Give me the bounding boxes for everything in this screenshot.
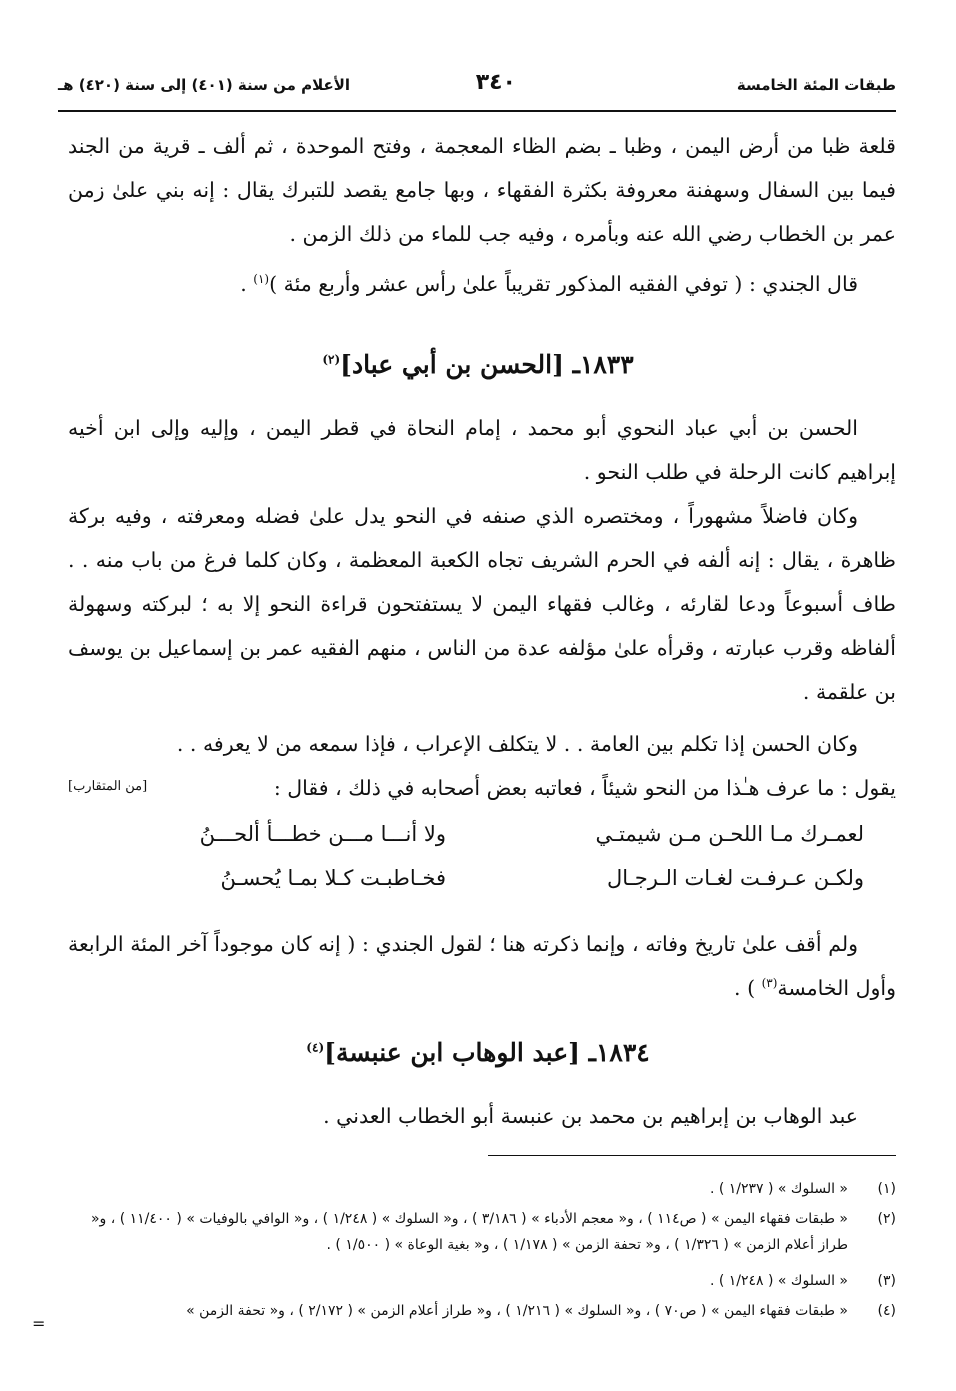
verse-2-first-hemistich: ولكـن عـرفـت لغـات الـرجـال	[607, 866, 864, 890]
verse-2-second-hemistich: فخـاطبـت كـلا بمـا يُحسـنُ	[220, 866, 446, 890]
footnote-number: (٣)	[877, 1273, 896, 1289]
entry-heading-1834	[0, 1038, 956, 1067]
intro-quote-paragraph	[68, 262, 896, 306]
entry1833-paragraph-4	[68, 922, 896, 1010]
footnote-number: (٢)	[877, 1211, 896, 1227]
entry1833-paragraph-3-line-2: يقول : ما عرف هـٰذا من النحو شيئاً ، فعاتبه بعض أصحابه في ذلك ، فقال :	[273, 776, 896, 800]
intro-quote-end: .	[240, 272, 254, 296]
entry1833-paragraph-3-line-1: وكان الحسن إذا تكلم بين العامة . . لا يتكلف الإعراب ، فإذا سمعه من لا يعرفه . .	[176, 732, 858, 756]
poetic-meter: [من المتقارب]	[68, 779, 148, 794]
footnote-text: « السلوك » ( ١/٢٣٧ ) .	[709, 1181, 848, 1197]
entry1833-p4-text: ولم أقف علىٰ تاريخ وفاته ، وإنما ذكرته هنا ؛ لقول الجندي : ( إنه كان موجوداً آخر المئة الرابعة وأول الخامسة	[68, 932, 896, 1000]
running-header	[58, 72, 896, 102]
entry1833-paragraph-1: الحسن بن أبي عباد النحوي أبو محمد ، إمام النحاة في قطر اليمن ، وإليه وإلى ابن أخيه إبراهيم كانت الرحلة في طلب النحو .	[68, 416, 896, 484]
intro-paragraph: قلعة ظبا من أرض اليمن ، وظبا ـ بضم الظاء المعجمة ، وفتح الموحدة ، ثم ألف ـ قرية من الجند فيما بين السفال وسهفنة معروفة بكثرة الفقهاء ، وبها جامع يقصد للتبرك يقال : إنه بني علىٰ زمن عمر بن الخطاب رضي الله عنه وبأمره ، وفيه جب للماء من ذلك الزمن .	[68, 134, 896, 246]
verse-1-second-hemistich: ولا أنـــا مـــن خطـــأ ألحـــنُ	[199, 822, 446, 846]
entry1833-paragraph-2: وكان فاضلاً مشهوراً ، ومختصره الذي صنفه في النحو يدل علىٰ فضله ومعرفته ، وفيه بركة ظاهرة ، يقال : إنه ألفه في الحرم الشريف تجاه الكعبة المعظمة ، وكان كلما فرغ من باب منه . . طاف أسبوعاً ودعا لقارئه ، وغالب فقهاء اليمن لا يستفتحون قراءة النحو إلا به ؛ لبركته وسهولة ألفاظه وقرب عبارته ، وقرأه علىٰ مؤلفه عدة من الناس ، منهم الفقيه عمر بن إسماعيل بن يوسف بن علقمة .	[68, 504, 896, 704]
footnote-ref-1: (١)	[253, 272, 270, 287]
footnote-rule	[488, 1155, 896, 1156]
footnote-1	[60, 1176, 896, 1202]
entry-heading-1833	[0, 350, 956, 379]
header-date-range: الأعلام من سنة (٤٠١) إلى سنة (٤٢٠) هـ	[58, 76, 351, 94]
footnote-2	[60, 1206, 896, 1258]
header-rule	[58, 110, 896, 112]
verse-1-first-hemistich: لعمـرك مـا اللحـن مـن شيمتـي	[595, 822, 864, 846]
footnote-ref-4: (٤)	[306, 1040, 325, 1055]
footnote-text: « طبقات فقهاء اليمن » ( ص٧٠ ) ، و« السلوك » ( ١/٢١٦ ) ، و« طراز أعلام الزمن » ( ٢/١٧٢ ) ، و« تحفة الزمن »	[186, 1303, 848, 1319]
footnote-number: (٤)	[877, 1303, 896, 1319]
header-book-section: طبقات المئة الخامسة	[736, 76, 896, 94]
footnote-number: (١)	[877, 1181, 896, 1197]
footnote-text: « السلوك » ( ١/٢٤٨ ) .	[709, 1273, 848, 1289]
footnote-3	[60, 1268, 896, 1294]
footnote-ref-2: (٢)	[322, 352, 341, 367]
entry1834-paragraph-1: عبد الوهاب بن إبراهيم بن محمد بن عنبسة أبو الخطاب العدني .	[323, 1104, 858, 1128]
continuation-mark: =	[32, 1314, 46, 1333]
entry1833-p4-end: ) .	[734, 976, 762, 1000]
footnote-text: « طبقات فقهاء اليمن » ( ص١١٤ ) ، و« معجم الأدباء » ( ٣/١٨٦ ) ، و« السلوك » ( ١/٢٤٨ ) ، و« الوافي بالوفيات » ( ١١/٤٠٠ ) ، و« طراز أعلام الزمن » ( ١/٣٢٦ ) ، و« تحفة الزمن » ( ١/١٧٨ ) ، و« بغية الوعاة » ( ١/٥٠٠ ) .	[90, 1211, 848, 1253]
entry-title-1834: ١٨٣٤ـ [عبد الوهاب ابن عنبسة]	[324, 1038, 650, 1067]
intro-quote: قال الجندي : ( توفي الفقيه المذكور تقريباً علىٰ رأس عشر وأربع مئة )	[269, 272, 858, 296]
entry-title-1833: ١٨٣٣ـ [الحسن بن أبي عباد]	[340, 350, 634, 379]
footnote-ref-3: (٣)	[761, 976, 778, 991]
footnote-4	[60, 1298, 896, 1324]
page-number: ٣٤٠	[475, 70, 516, 95]
